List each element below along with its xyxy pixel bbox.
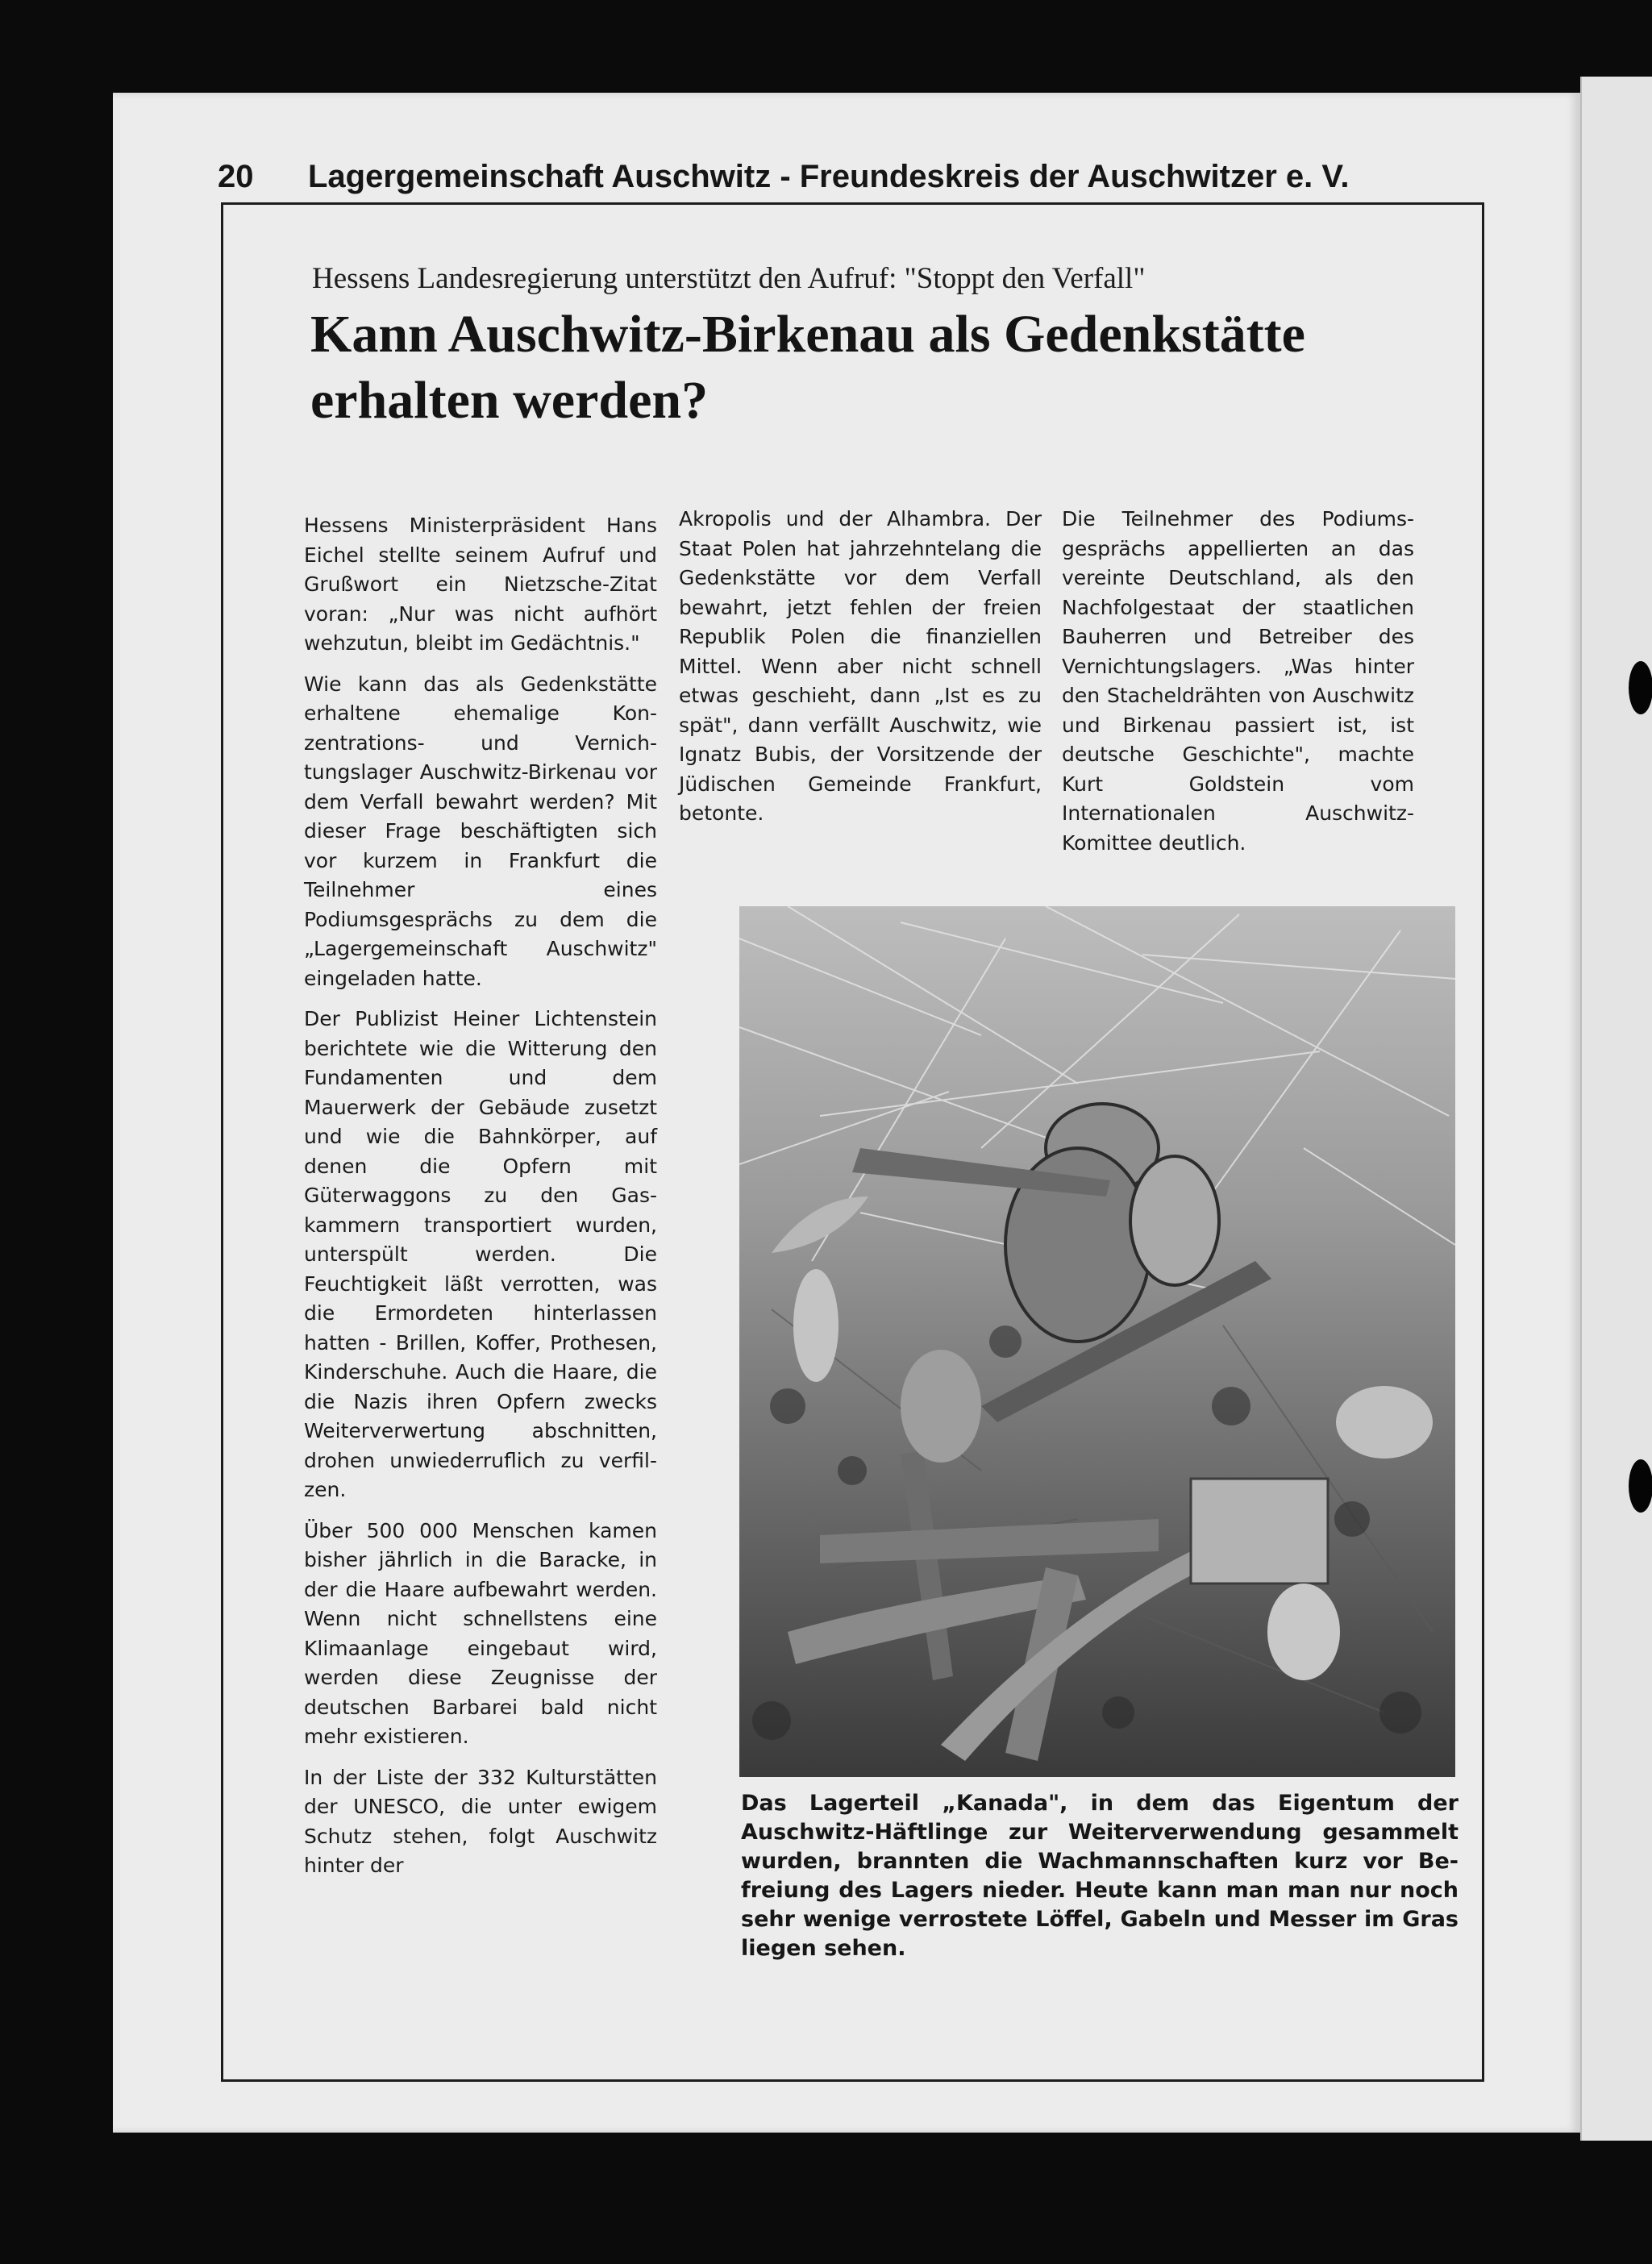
paragraph: Der Publizist Heiner Lichtenstein berichtete wie die Witterung den Fundamenten und dem Mauerwerk der Gebäude zusetzt und wie die Bahnkörper, auf denen die Opfern mit Güterwaggons zu den Gaskammern transportiert wurden, unterspült werden. Die Feuchtigkeit läßt verrotten, was die Ermordeten hinterlassen hatten - Brillen, Koffer, Prothesen, Kinderschuhe. Auch die Haare, die die Nazis ihren Opfern zwecks Weiterverwertung abschnitten, drohen unwiederruflich zu verfilzen. — [304, 1007, 657, 1501]
magazine-page — [113, 93, 1580, 2133]
paragraph: In der Liste der 332 Kulturstätten der UNESCO, die unter ewigem Schutz stehen, folgt Auschwitz hinter der — [304, 1765, 657, 1877]
photo-caption: Das Lagerteil „Kanada", in dem das Eigentum der Auschwitz-Häftlinge zur Weiterverwendung gesammelt wurden, brannten die Wachmannschaften kurz vor Befreiung des Lagers nieder. Heute kann man man nur noch sehr wenige verrostete Löffel, Gabeln und Messer im Gras liegen sehen. — [741, 1791, 1459, 1961]
paragraph: Über 500 000 Menschen kamen bisher jährlich in die Baracke, in der die Haare aufbewahrt werden. Wenn nicht schnellstens eine Klimaanlage eingebaut wird, werden diese Zeugnisse der deutschen Barbarei bald nicht mehr existieren. — [304, 1518, 657, 1748]
page-header — [218, 159, 1548, 195]
adjacent-page-edge — [1580, 77, 1652, 2141]
punch-hole — [1629, 1459, 1652, 1513]
punch-hole — [1629, 661, 1652, 714]
paragraph: Wie kann das als Gedenkstätte erhaltene ehemalige Konzentrations- und Vernichtungslager Auschwitz-Birkenau vor dem Verfall bewahrt werden? Mit dieser Frage beschäftigten sich vor kurzem in Frankfurt die Teilnehmer eines Podiumsgesprächs zu dem die „Lagergemeinschaft Auschwitz" eingeladen hatte. — [304, 672, 657, 990]
article-headline: Kann Auschwitz-Birkenau als Gedenkstätte erhalten werden? — [310, 305, 1305, 430]
paragraph: Die Teilnehmer des Podiumsgesprächs appellierten an das vereinte Deutschland, als den Nachfolgestaat der staatlichen Bauherren und Betreiber des Vernichtungslagers. „Was hinter den Stacheldrähten von Auschwitz und Birkenau passiert ist, ist deutsche Geschichte", machte Kurt Goldstein vom Internationalen Auschwitz-Komittee deutlich. — [1062, 507, 1414, 855]
article-kicker: Hessens Landesregierung unterstützt den Aufruf: "Stoppt den Verfall" — [312, 262, 1146, 295]
page-number: 20 — [218, 159, 254, 194]
rusted-cutlery-in-grass-image — [739, 906, 1455, 1777]
publication-title: Lagergemeinschaft Auschwitz - Freundeskreis der Auschwitzer e. V. — [308, 159, 1350, 194]
paragraph: Hessens Ministerpräsident Hans Eichel stellte seinem Aufruf und Grußwort ein Nietzsche-Zitat voran: „Nur was nicht aufhört wehzutun, bleibt im Gedächtnis." — [304, 514, 657, 655]
article-column-3 — [1062, 505, 1414, 869]
article-frame — [221, 202, 1484, 2082]
article-column-1 — [304, 511, 657, 1892]
article-column-2 — [679, 505, 1042, 840]
article-photo — [739, 906, 1455, 1777]
paragraph: Akropolis und der Alhambra. Der Staat Polen hat jahrzehntelang die Gedenkstätte vor dem Verfall bewahrt, jetzt fehlen der freien Republik Polen die finanziellen Mittel. Wenn aber nicht schnell etwas geschieht, dann „Ist es zu spät", dann verfällt Auschwitz, wie Ignatz Bubis, der Vorsitzende der Jüdischen Gemeinde Frankfurt, betonte. — [679, 507, 1042, 825]
